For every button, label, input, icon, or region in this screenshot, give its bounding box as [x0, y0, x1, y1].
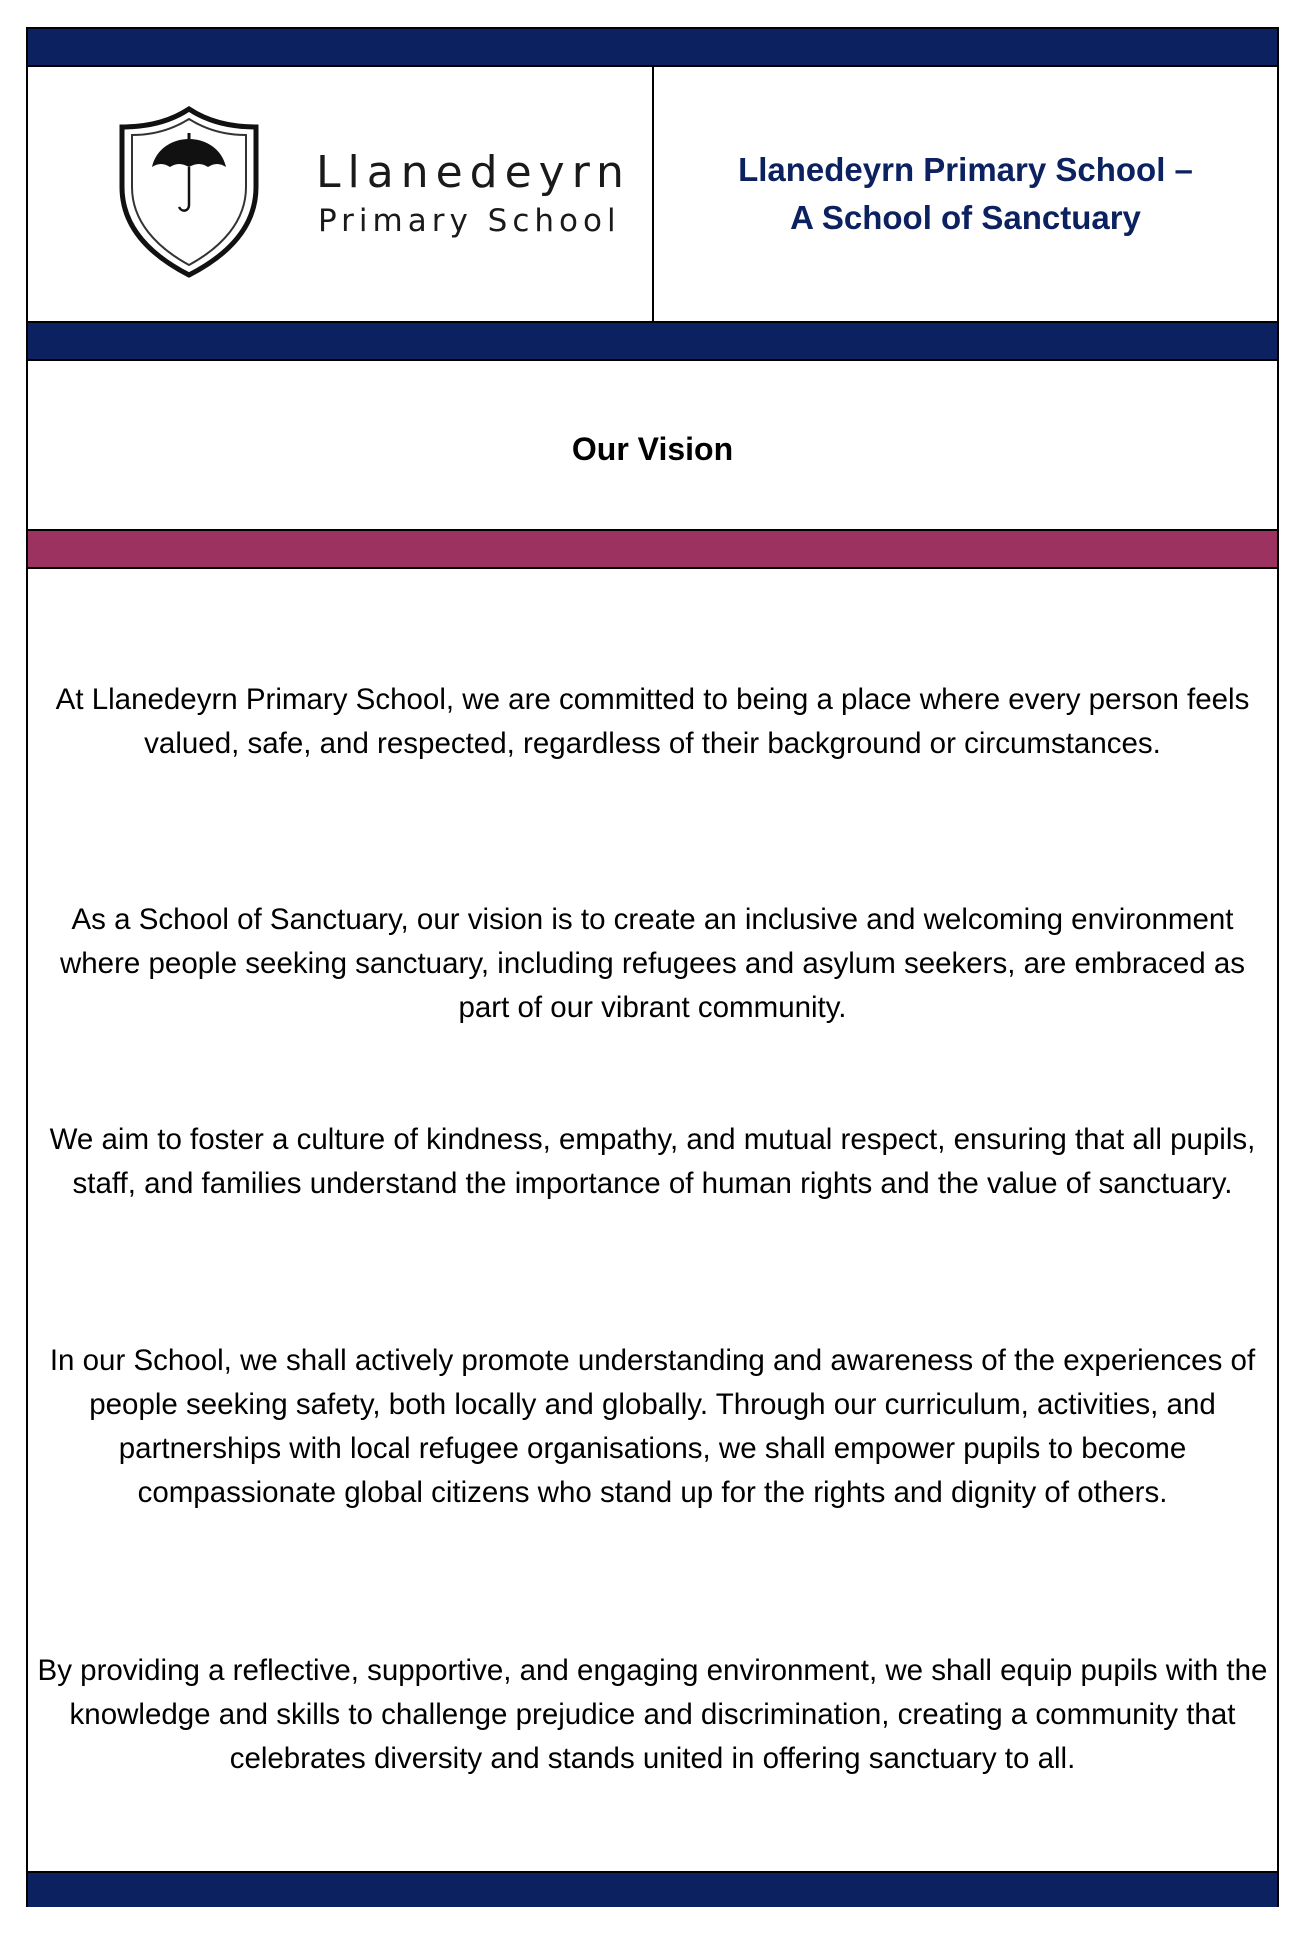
- logo-school-name: Llanedeyrn: [316, 147, 631, 198]
- vision-heading: Our Vision: [571, 431, 734, 467]
- logo-school-subtitle: Primary School: [318, 203, 621, 239]
- bottom-navy-band: [28, 1871, 1277, 1907]
- shield-umbrella-icon: [116, 105, 262, 279]
- vision-paragraph: As a School of Sanctuary, our vision is to create an inclusive and welcoming environment where people seeking sanctuary, including refugees and asylum seekers, are embraced as part of our vibrant community.: [59, 903, 1246, 1024]
- plum-band: [28, 529, 1277, 569]
- title-line-2: A School of Sanctuary: [790, 199, 1141, 236]
- top-navy-band: [28, 29, 1277, 67]
- document-title: [654, 67, 1277, 321]
- vision-paragraph: By providing a reflective, supportive, and engaging environment, we shall equip pupils with the knowledge and skills to challenge prejudice and discrimination, creating a community that celebrates diversity and stands united in offering sanctuary to all.: [37, 1654, 1268, 1775]
- vision-heading-row: [28, 363, 1277, 529]
- header-row: [28, 67, 1277, 321]
- vision-paragraph: In our School, we shall actively promote understanding and awareness of the experiences of people seeking safety, both locally and globally. Through our curriculum, activities, and partnerships with local refugee organisations, we shall empower pupils to become compassionate global citizens who stand up for the rights and dignity of others.: [49, 1344, 1256, 1509]
- document-frame: [26, 27, 1279, 1907]
- vision-paragraph: We aim to foster a culture of kindness, empathy, and mutual respect, ensuring that all pupils, staff, and families understand the importance of human rights and the value of sanctuary.: [49, 1123, 1256, 1200]
- school-logo: [28, 67, 652, 321]
- vision-paragraph: At Llanedeyrn Primary School, we are committed to being a place where every person feels valued, safe, and respected, regardless of their background or circumstances.: [55, 683, 1250, 760]
- title-line-1: Llanedeyrn Primary School –: [738, 151, 1193, 188]
- middle-navy-band: [28, 321, 1277, 361]
- vision-content: [28, 571, 1277, 1871]
